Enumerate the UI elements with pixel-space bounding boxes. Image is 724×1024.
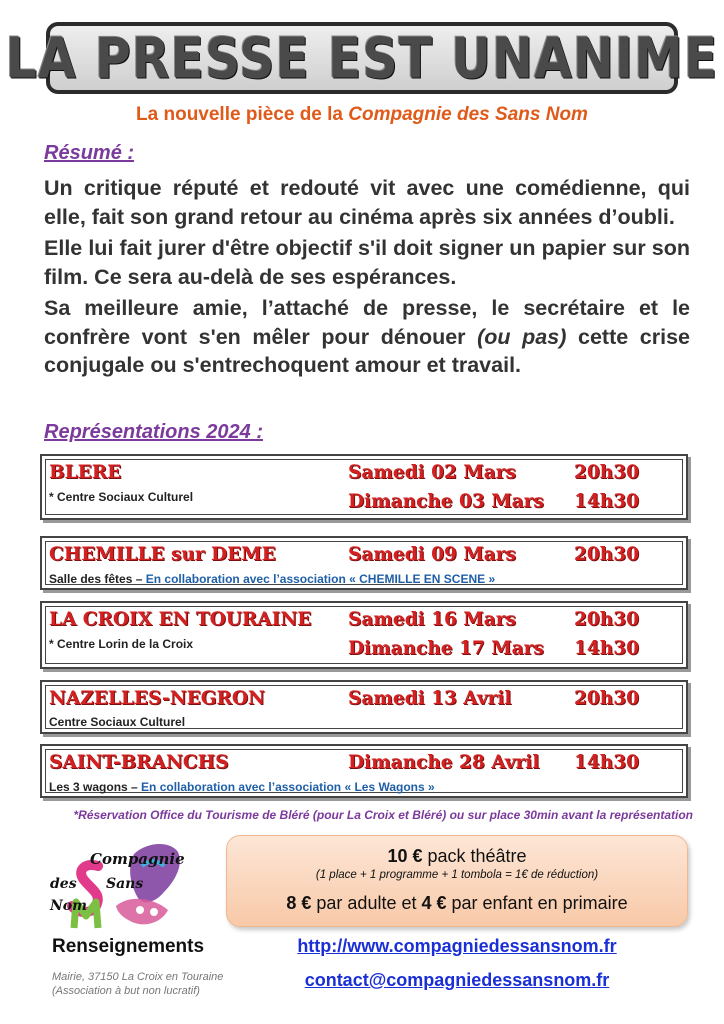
pack-price: 10 €: [387, 846, 423, 866]
resume-paragraph-1: Un critique réputé et redouté vit avec une comédienne, qui elle, fait son grand retour au cinéma après six années d’oubli.: [44, 176, 690, 229]
venue-name: Salle des fêtes –: [49, 572, 146, 586]
resume-paragraph-3: [44, 294, 690, 380]
subtitle-prefix: La nouvelle pièce de la: [136, 104, 349, 125]
adult-price: 8 €: [286, 893, 312, 913]
show-date: Samedi 09 Mars: [348, 544, 516, 565]
collaboration-note: En collaboration avec l’association « CHEMILLE EN SCENE »: [145, 572, 496, 586]
company-logo: [46, 836, 186, 932]
show-venue: * Centre Sociaux Culturel: [49, 490, 194, 504]
resume-heading: Résumé :: [44, 142, 135, 164]
shows-heading: Représentations 2024 :: [44, 421, 263, 443]
pack-price-line: [227, 846, 687, 867]
subtitle: [0, 104, 724, 126]
price-panel: [226, 835, 688, 927]
resume-text: [44, 174, 690, 383]
show-card-saint-branchs: [40, 744, 688, 798]
show-card-chemille: [40, 536, 688, 590]
show-time: 14h30: [574, 491, 639, 512]
show-date: Samedi 02 Mars: [348, 462, 516, 483]
show-time: 14h30: [574, 752, 639, 773]
pack-note: (1 place + 1 programme + 1 tombola = 1€ de réduction): [315, 869, 599, 881]
address-line: Mairie, 37150 La Croix en Touraine: [52, 971, 224, 983]
reservation-note: *Réservation Office du Tourisme de Bléré (pour La Croix et Bléré) ou sur place 30min avant la représentation: [73, 808, 693, 822]
title-banner: [5, 22, 719, 94]
show-city: NAZELLES-NEGRON: [49, 688, 265, 709]
child-label: par enfant en primaire: [446, 893, 628, 913]
show-time: 20h30: [574, 544, 639, 565]
child-price: 4 €: [421, 893, 447, 913]
show-venue: Centre Sociaux Culturel: [49, 715, 186, 729]
collaboration-note: En collaboration avec l’association « Les Wagons »: [141, 780, 435, 794]
show-card-blere: [40, 454, 688, 520]
show-time: 20h30: [574, 688, 639, 709]
venue-name: Les 3 wagons –: [49, 780, 142, 794]
resume-p3-start: Sa meilleure amie, l’attaché de presse, le secrétaire et le confrère vont s'en mêler pour dénouer: [44, 296, 690, 349]
show-card-la-croix: [40, 601, 688, 669]
show-venue: [49, 572, 495, 586]
pack-label: pack théâtre: [422, 846, 527, 866]
resume-p3-end: cette crise conjugale ou s'entrechoquent amour et travail.: [44, 324, 690, 377]
company-name: Compagnie des Sans Nom: [348, 104, 588, 125]
logo-text: Nom: [50, 898, 87, 914]
address-note: (Association à but non lucratif): [52, 985, 200, 997]
show-time: 14h30: [574, 638, 639, 659]
show-city: CHEMILLE sur DEME: [49, 544, 276, 565]
show-date: Dimanche 17 Mars: [348, 638, 544, 659]
address: [52, 970, 223, 998]
resume-p3-italic: (ou pas): [477, 324, 567, 349]
show-city: LA CROIX EN TOURAINE: [49, 609, 312, 630]
logo-text: des: [50, 876, 77, 892]
resume-paragraph-2: Elle lui fait jurer d'être objectif s'il doit signer un papier sur son film. Ce sera au-delà de ses espérances.: [44, 236, 690, 289]
show-date: Samedi 16 Mars: [348, 609, 516, 630]
logo-text: Sans: [106, 876, 144, 892]
ticket-price-line: [227, 893, 687, 914]
show-time: 20h30: [574, 462, 639, 483]
show-time: 20h30: [574, 609, 639, 630]
website-link[interactable]: http://www.compagniedessansnom.fr: [297, 936, 617, 956]
show-date: Dimanche 03 Mars: [348, 491, 544, 512]
page-title: LA PRESSE EST UNANIME: [5, 25, 719, 91]
show-card-nazelles: [40, 680, 688, 734]
info-heading: Renseignements: [52, 936, 205, 957]
show-venue: [49, 780, 435, 794]
adult-label: par adulte et: [311, 893, 422, 913]
show-city: BLERE: [49, 462, 122, 483]
show-venue: * Centre Lorin de la Croix: [49, 637, 194, 651]
show-date: Dimanche 28 Avril: [348, 752, 540, 773]
show-city: SAINT-BRANCHS: [49, 752, 229, 773]
email-link[interactable]: contact@compagniedessansnom.fr: [304, 970, 610, 990]
show-date: Samedi 13 Avril: [348, 688, 512, 709]
logo-text: Compagnie: [90, 850, 185, 868]
